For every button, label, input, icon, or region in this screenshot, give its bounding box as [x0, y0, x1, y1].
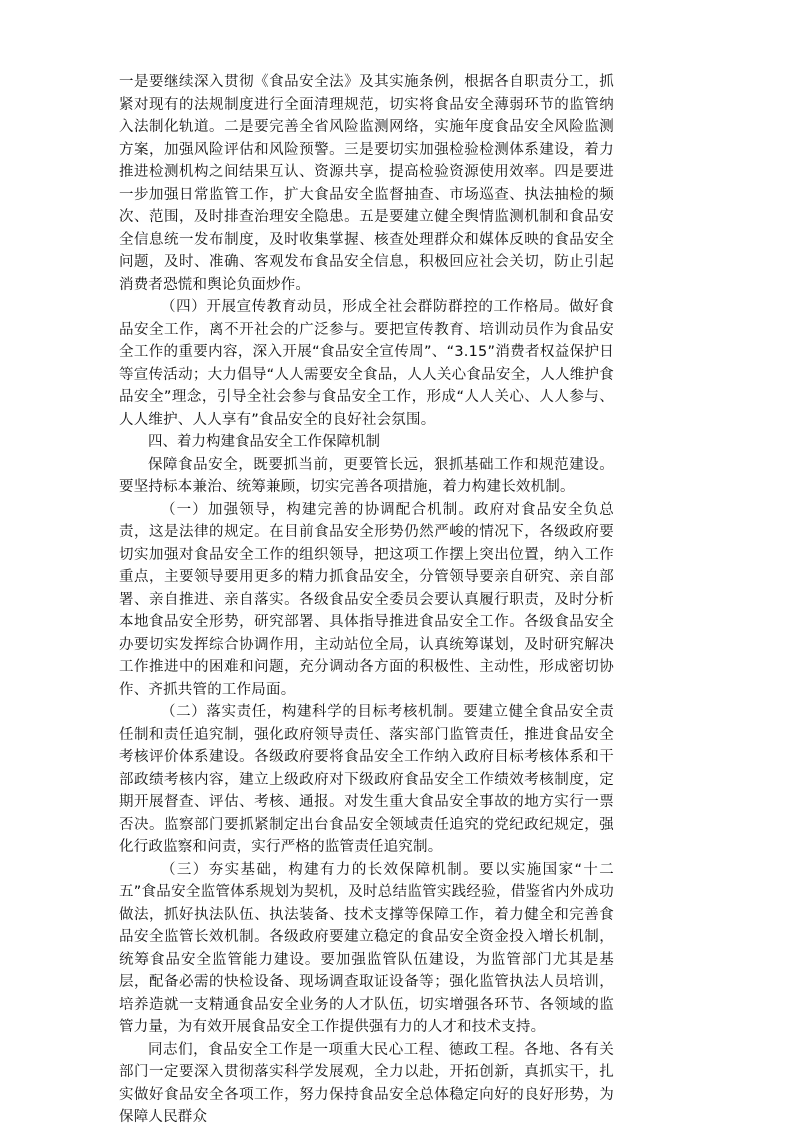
section-heading: 四、着力构建食品安全工作保障机制 — [148, 434, 380, 450]
paragraph-section-4-publicity: （四）开展宣传教育动员，形成全社会群防群控的工作格局。做好食品安全工作，离不开社会的广泛参与。要把宣传教育、培训动员作为食品安全工作的重要内容，深入开展“食品安全宣传周”、“3.15”消费者权益保护日等宣传活动；大力倡导“人人需要安全食品，人人关心食品安全，人人维护食品安全”理念，引导全社会参与食品安全工作，形成“人人关心、人人参与、人人维护、人人享有”食品安全的良好社会氛围。 — [119, 299, 614, 428]
paragraph-intro: 保障食品安全，既要抓当前，更要管长远，狠抓基础工作和规范建设。要坚持标本兼治、统筹兼顾，切实完善各项措施，着力构建长效机制。 — [119, 456, 614, 495]
paragraph-closing: 同志们，食品安全工作是一项重大民心工程、德政工程。各地、各有关部门一定要深入贯彻落实科学发展观，全力以赴，开拓创新，真抓实干，扎实做好食品安全各项工作，努力保持食品安全总体稳定向好的良好形势，为保障人民群众 — [119, 1041, 614, 1125]
paragraph-continued: 一是要继续深入贯彻《食品安全法》及其实施条例，根据各自职责分工，抓紧对现有的法规制度进行全面清理规范，切实将食品安全薄弱环节的监管纳入法制化轨道。二是要完善全省风险监测网络，实施年度食品安全风险监测方案，加强风险评估和风险预警。三是要切实加强检验检测体系建设，着力推进检测机构之间结果互认、资源共享，提高检验资源使用效率。四是要进一步加强日常监管工作，扩大食品安全监督抽查、市场巡查、执法抽检的频次、范围，及时排查治理安全隐患。五是要建立健全舆情监测机制和食品安全信息统一发布制度，及时收集掌握、核查处理群众和媒体反映的食品安全问题，及时、准确、客观发布食品安全信息，积极回应社会关切，防止引起消费者恐慌和舆论负面炒作。 — [119, 74, 614, 293]
paragraph-foundation: （三）夯实基础，构建有力的长效保障机制。要以实施国家“十二五”食品安全监管体系规划为契机，及时总结监管实践经验，借鉴省内外成功做法，抓好执法队伍、执法装备、技术支撑等保障工作，着力健全和完善食品安全监管长效机制。各级政府要建立稳定的食品安全资金投入增长机制，统筹食品安全监管能力建设。要加强监管队伍建设，为监管部门尤其是基层，配备必需的快检设备、现场调查取证设备等；强化监管执法人员培训，培养造就一支精通食品安全业务的人才队伍，切实增强各环节、各领域的监管力量，为有效开展食品安全工作提供强有力的人才和技术支持。 — [119, 861, 614, 1035]
paragraph-leadership: （一）加强领导，构建完善的协调配合机制。政府对食品安全负总责，这是法律的规定。在目前食品安全形势仍然严峻的情况下，各级政府要切实加强对食品安全工作的组织领导，把这项工作摆上突出位置，纳入工作重点，主要领导要用更多的精力抓食品安全，分管领导要亲自研究、亲自部署、亲自推进、亲自落实。各级食品安全委员会要认真履行职责，及时分析本地食品安全形势，研究部署、具体指导推进食品安全工作。各级食品安全办要切实发挥综合协调作用，主动站位全局，认真统筹谋划，及时研究解决工作推进中的困难和问题，充分调动各方面的积极性、主动性，形成密切协作、齐抓共管的工作局面。 — [119, 501, 614, 698]
paragraph-responsibility: （二）落实责任，构建科学的目标考核机制。要建立健全食品安全责任制和责任追究制，强化政府领导责任、落实部门监管责任，推进食品安全考核评价体系建设。各级政府要将食品安全工作纳入政府目标考核体系和干部政绩考核内容，建立上级政府对下级政府食品安全工作绩效考核制度，定期开展督查、评估、考核、通报。对发生重大食品安全事故的地方实行一票否决。监察部门要抓紧制定出台食品安全领域责任追究的党纪政纪规定，强化行政监察和问责，实行严格的监管责任追究制。 — [119, 704, 614, 855]
